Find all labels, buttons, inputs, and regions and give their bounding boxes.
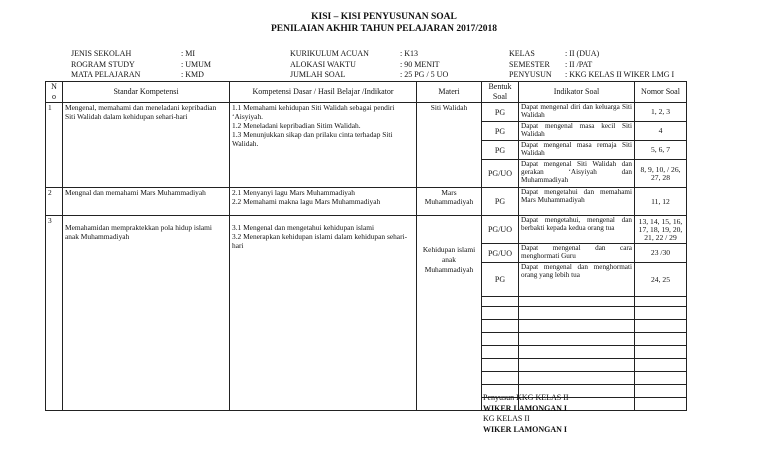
signature-line-bold: WIKER LAMONGAN I [483, 424, 568, 434]
meta-key: JENIS SEKOLAH [71, 49, 132, 58]
signature-block [483, 393, 569, 435]
kd-item: 2.1 Menyanyi lagu Mars Muhammadiyah [232, 188, 355, 197]
nomor-soal: 11, 12 [635, 188, 687, 216]
header-indikator-soal: Indikator Soal [519, 82, 635, 103]
materi [417, 216, 482, 411]
nomor-soal: 4 [635, 122, 687, 141]
header-no: N o [46, 82, 63, 103]
kd-item: 1.1 Memahami kehidupan Siti Walidah sebagai pendiri ‘Aisyiyah. [232, 103, 395, 121]
meta-curriculum [290, 49, 448, 81]
indikator-soal: Dapat mengetahui dan memahami Mars Muhammadiyah [519, 188, 635, 216]
indikator-soal: Dapat mengenal dan cara menghormati Guru [519, 244, 635, 263]
standar-kompetensi: Mengnal dan memahami Mars Muhammadiyah [63, 188, 230, 216]
bentuk-soal: PG [482, 188, 519, 216]
kisi-table [45, 81, 687, 411]
kd-item: 3.1 Mengenal dan mengetahui kehidupan islami [232, 223, 375, 232]
header-nomor-soal: Nomor Soal [635, 82, 687, 103]
nomor-soal: 13, 14, 15, 16, 17, 18, 19, 20, 21, 22 / 29 [635, 216, 687, 244]
meta-value: : MI [181, 49, 195, 58]
kd-item: 2.2 Memahami makna lagu Mars Muhammadiyah [232, 197, 381, 206]
meta-key: PENYUSUN [509, 70, 552, 79]
indikator-soal: Dapat mengenal dan menghormati orang yang lebih tua [519, 263, 635, 297]
meta-value: : K13 [400, 49, 418, 58]
meta-class [509, 49, 674, 81]
meta-key: MATA PELAJARAN [71, 70, 141, 79]
indikator-soal: Dapat mengetahui, mengenal dan berbakti kepada kedua orang tua [519, 216, 635, 244]
indikator-soal: Dapat mengenal Siti Walidah dan gerakan ‘Aisyiyah dan Muhammadiyah [519, 160, 635, 188]
nomor-soal: 24, 25 [635, 263, 687, 297]
nomor-soal: 8, 9, 10, / 26, 27, 28 [635, 160, 687, 188]
bentuk-soal: PG [482, 263, 519, 297]
meta-value: : II /PAT [565, 59, 593, 69]
materi: Mars Muhammadiyah [417, 188, 482, 216]
materi-text: Kehidupan islami anak Muhammadiyah [422, 245, 476, 274]
meta-value: : KKG KELAS II WIKER LMG I [565, 70, 675, 79]
nomor-soal: 1, 2, 3 [635, 103, 687, 122]
document-title: KISI – KISI PENYUSUNAN SOAL [311, 12, 457, 22]
kompetensi-dasar-list [230, 216, 417, 411]
row-number: 1 [46, 103, 63, 188]
signature-line: Penyusun KKG KELAS II [483, 393, 569, 402]
meta-key: SEMESTER [509, 59, 550, 69]
meta-key: JUMLAH SOAL [290, 70, 346, 79]
meta-school [71, 49, 211, 81]
bentuk-soal: PG [482, 103, 519, 122]
nomor-soal: 5, 6, 7 [635, 141, 687, 160]
header-standar-kompetensi: Standar Kompetensi [63, 82, 230, 103]
kd-item: 1.3 Menunjukkan sikap dan prilaku cinta terhadap Siti Walidah. [232, 130, 393, 148]
header-bentuk-soal: Bentuk Soal [482, 82, 519, 103]
bentuk-soal: PG [482, 141, 519, 160]
meta-value: : KMD [181, 70, 204, 79]
row-number: 2 [46, 188, 63, 216]
meta-value: : 25 PG / 5 UO [400, 70, 449, 79]
kd-item: 1.2 Meneladani kepribadian Sitim Walidah. [232, 121, 361, 130]
bentuk-soal: PG/UO [482, 160, 519, 188]
row-number: 3 [46, 216, 63, 411]
kompetensi-dasar-list [230, 103, 417, 188]
meta-value: : II (DUA) [565, 49, 600, 58]
table-row [46, 188, 687, 216]
signature-line-bold: WIKER LAMONGAN I [483, 403, 568, 413]
bentuk-soal: PG [482, 122, 519, 141]
meta-value: : 90 MENIT [400, 59, 440, 69]
document-subtitle: PENILAIAN AKHIR TAHUN PELAJARAN 2017/2018 [270, 24, 498, 34]
indikator-soal: Dapat mengenal masa remaja Siti Walidah [519, 141, 635, 160]
header-materi: Materi [417, 82, 482, 103]
standar-kompetensi: Mengenal, memahami dan meneladani kepribadian Siti Walidah dalam kehidupan sehari-hari [63, 103, 230, 188]
meta-key: KURIKULUM ACUAN [290, 49, 369, 58]
nomor-soal: 23 /30 [635, 244, 687, 263]
kd-item: 3.2 Menerapkan kehidupan islami dalam kehidupan sehari-hari [232, 232, 408, 250]
indikator-soal: Dapat mengenal diri dan keluarga Siti Walidah [519, 103, 635, 122]
table-header-row [46, 82, 687, 103]
indikator-soal: Dapat mengenal masa kecil Siti Walidah [519, 122, 635, 141]
meta-key: KELAS [509, 49, 535, 58]
meta-key: ROGRAM STUDY [71, 59, 135, 69]
table-row [46, 103, 687, 122]
signature-line: KG KELAS II [483, 414, 530, 423]
meta-key: ALOKASI WAKTU [290, 59, 356, 69]
standar-kompetensi: Memahamidan mempraktekkan pola hidup islami anak Muhammadiyah [63, 216, 230, 411]
kompetensi-dasar-list [230, 188, 417, 216]
bentuk-soal: PG/UO [482, 216, 519, 244]
meta-value: : UMUM [181, 59, 212, 69]
header-kompetensi-dasar: Kompetensi Dasar / Hasil Belajar /Indikator [230, 82, 417, 103]
materi: Siti Walidah [417, 103, 482, 188]
bentuk-soal: PG/UO [482, 244, 519, 263]
table-row [46, 216, 687, 244]
